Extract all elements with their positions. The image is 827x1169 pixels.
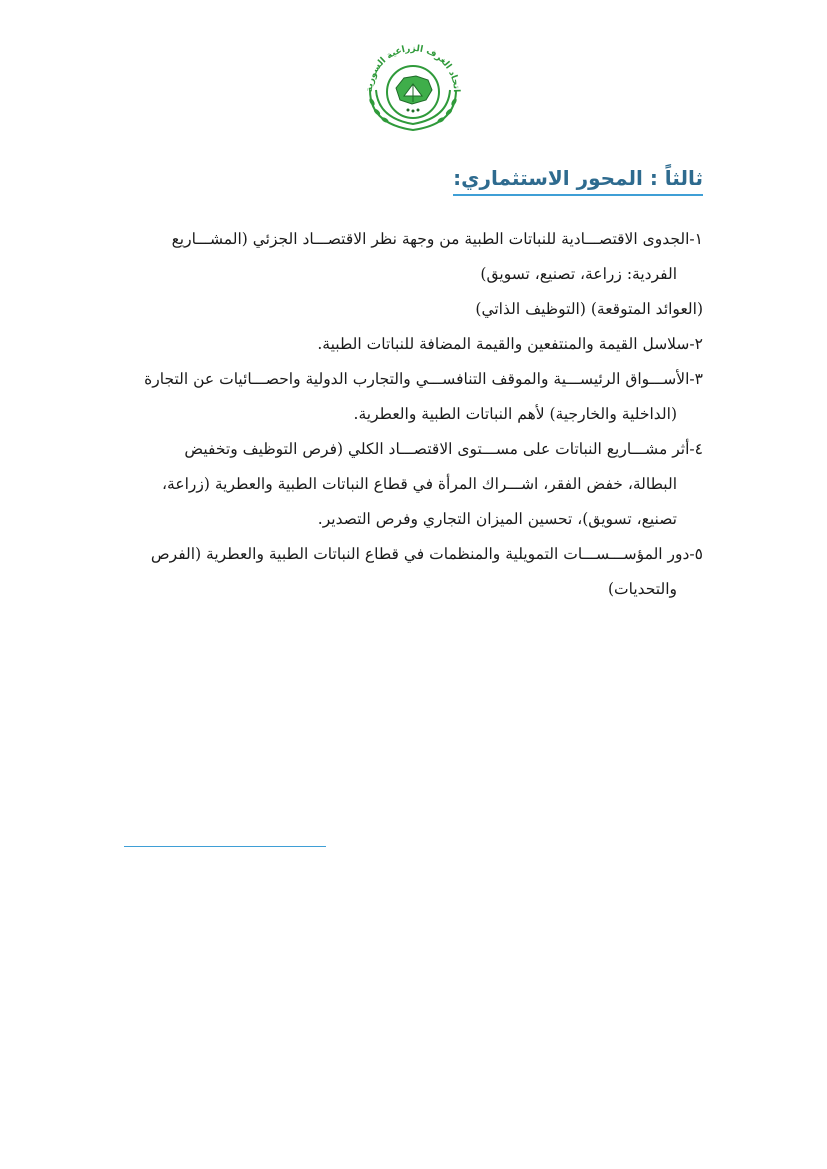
item-text-line-2: والتحديات)	[607, 580, 677, 598]
item-text-line-2: البطالة، خفض الفقر، اشـــراك المرأة في قطاع النباتات الطبية والعطرية (زراعة،	[162, 475, 677, 493]
item-number: ٢-	[689, 335, 703, 353]
item-text-line-1: أثر مشـــاريع النباتات على مســـتوى الاقتصـــاد الكلي (فرص التوظيف وتخفيض	[184, 440, 690, 458]
list-item-3	[124, 362, 703, 432]
item-number: ٣-	[689, 370, 703, 388]
list-item-4	[124, 432, 703, 537]
logo-arc-text: اتحاد الغرف الزراعية السورية	[364, 43, 462, 93]
item-text-line-3: تصنيع، تسويق)، تحسين الميزان التجاري وفرص التصدير.	[317, 510, 677, 528]
item-number: ٥-	[689, 545, 703, 563]
list-item-2	[124, 327, 703, 362]
list-item-1-note	[124, 292, 703, 327]
item-text-line-3: (العوائد المتوقعة) (التوظيف الذاتي)	[475, 300, 703, 318]
item-text-line-1: الجدوى الاقتصـــادية للنباتات الطبية من وجهة نظر الاقتصـــاد الجزئي (المشـــاريع	[171, 230, 690, 248]
item-text-line-2: الفردية: زراعة، تصنيع، تسويق)	[480, 265, 677, 283]
footnote-separator	[124, 846, 326, 847]
list-item-5	[124, 537, 703, 607]
organization-logo	[358, 40, 468, 134]
item-text-line-1: دور المؤســـســـات التمويلية والمنظمات في قطاع النباتات الطبية والعطرية (الفرص	[150, 545, 690, 563]
item-number: ١-	[689, 230, 703, 248]
item-text-line-1: الأســـواق الرئيســـية والموقف التنافســـي والتجارب الدولية واحصـــائيات عن التجارة	[144, 370, 690, 388]
section-heading: ثالثاً : المحور الاستثماري:	[453, 166, 703, 196]
item-text-line-2: (الداخلية والخارجية) لأهم النباتات الطبية والعطرية.	[353, 405, 677, 423]
list-item-1	[124, 222, 703, 292]
item-number: ٤-	[689, 440, 703, 458]
document-body	[124, 222, 703, 607]
item-text: سلاسل القيمة والمنتفعين والقيمة المضافة للنباتات الطبية.	[317, 335, 690, 353]
